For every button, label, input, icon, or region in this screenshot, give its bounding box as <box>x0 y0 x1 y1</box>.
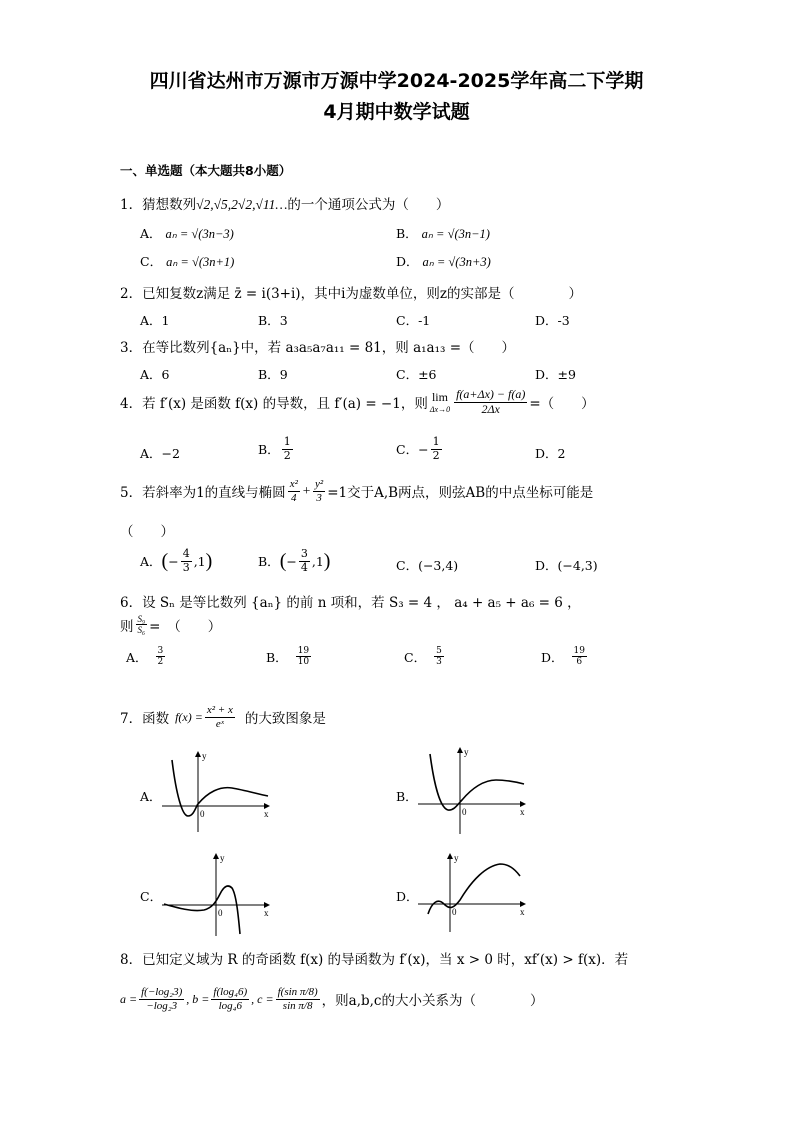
option-text: 6 <box>161 367 170 382</box>
q7-graph-c[interactable] <box>158 850 276 938</box>
fraction-denominator: 2Δx <box>481 401 500 416</box>
q3-option-d[interactable] <box>535 365 576 383</box>
q5-suffix: =1交于A,B两点，则弦AB的中点坐标可能是 <box>327 485 594 502</box>
q4-option-a[interactable] <box>140 444 180 462</box>
axis-y-label: y <box>464 747 469 757</box>
fraction-denominator: eˣ <box>215 717 224 730</box>
q7-graph-d[interactable] <box>414 850 532 934</box>
option-label: C． <box>396 313 419 328</box>
option-label: B． <box>258 442 280 458</box>
q2-option-b[interactable] <box>258 311 288 329</box>
option-label: A． <box>140 446 162 461</box>
fraction-denominator: 2 <box>432 448 440 462</box>
fraction-numerator: f(log₄6) <box>213 986 248 998</box>
fraction-numerator: 5 <box>436 646 442 656</box>
q8-a-fraction <box>139 986 184 1012</box>
q7-option-a-label[interactable]: A． <box>140 789 162 804</box>
option-label: C． <box>404 649 427 665</box>
q8-b-prefix: , b = <box>186 991 210 1006</box>
q5-option-d[interactable] <box>535 556 598 574</box>
q8-b-fraction <box>211 986 249 1012</box>
q3-option-c[interactable] <box>396 365 437 383</box>
axis-y-label: y <box>454 853 459 863</box>
section-heading: 一、单选题（本大题共8小题） <box>120 163 292 178</box>
ellipse-frac-x <box>288 478 300 504</box>
title-line-2: 4月期中数学试题 <box>323 101 470 123</box>
option-text: ±9 <box>557 367 576 382</box>
fraction-numerator: x² + x <box>206 704 233 716</box>
q1-option-c[interactable] <box>140 252 234 270</box>
title-line-1: 四川省达州市万源市万源中学2024-2025学年高二下学期 <box>149 70 644 92</box>
option-text: -1 <box>418 313 431 328</box>
question-2: 2．已知复数z满足 z̄ = i(3+i)，其中i为虚数单位，则z的实部是（ ） <box>120 286 582 302</box>
origin-label: 0 <box>200 809 205 819</box>
q6-fraction <box>136 614 148 636</box>
limit-symbol: lim <box>431 390 448 405</box>
q6-suffix: = （ ） <box>149 618 222 635</box>
option-label: A． <box>140 554 162 570</box>
fraction-denominator: 2 <box>157 657 164 668</box>
fraction-numerator: 4 <box>182 547 190 560</box>
fraction-denominator: 4 <box>291 491 297 504</box>
option-label: A． <box>126 649 148 665</box>
question-4 <box>120 388 595 417</box>
fraction-numerator: 1 <box>283 435 291 448</box>
q5-prefix: 5．若斜率为1的直线与椭圆 <box>120 485 286 502</box>
q5-blank: （ ） <box>120 524 174 540</box>
fraction-denominator: 4 <box>300 560 308 574</box>
option-label: D． <box>541 649 564 665</box>
option-expr: aₙ = √(3n+1) <box>166 255 235 269</box>
option-label: B． <box>258 554 280 570</box>
fraction-numerator: f(sin π/8) <box>277 986 318 998</box>
q8-suffix: ，则a,b,c的大小关系为（ ） <box>321 993 544 1010</box>
q8-a-prefix: a = <box>120 991 138 1006</box>
option-label: C． <box>396 367 419 382</box>
axis-x-label: x <box>264 908 269 918</box>
q4-limit <box>430 390 450 414</box>
fraction-denominator: 3 <box>436 657 442 668</box>
q7-suffix: 的大致图象是 <box>244 711 326 728</box>
option-label: B． <box>396 226 418 241</box>
option-text: 9 <box>279 367 288 382</box>
q7-function: f(x) = <box>175 709 203 724</box>
q8-c-fraction <box>276 986 320 1012</box>
q7-option-d-label[interactable]: D． <box>396 889 419 904</box>
option-label: C． <box>396 558 419 573</box>
option-fraction <box>181 548 192 574</box>
option-label: A． <box>140 226 162 241</box>
fraction-denominator: 3 <box>182 560 190 574</box>
q2-option-d[interactable] <box>535 311 570 329</box>
q6-option-a[interactable] <box>126 646 167 668</box>
q6-prefix: 则 <box>120 618 134 635</box>
option-expr: aₙ = √(3n−3) <box>165 227 234 241</box>
q4-option-d[interactable] <box>535 444 565 462</box>
fraction-denominator: log₄6 <box>218 999 242 1012</box>
limit-subscript: Δx→0 <box>429 405 451 415</box>
option-expr: aₙ = √(3n+3) <box>422 255 491 269</box>
option-label: C． <box>396 442 419 458</box>
q8-expression <box>120 986 544 1012</box>
fraction-numerator: S₉ <box>137 614 146 624</box>
option-fraction <box>156 646 166 668</box>
fraction-numerator: 19 <box>297 646 310 656</box>
option-text: -3 <box>557 313 570 328</box>
origin-label: 0 <box>218 908 223 918</box>
option-label: B． <box>258 313 280 328</box>
option-text: (−4,3) <box>557 558 598 573</box>
option-label: D． <box>535 446 558 461</box>
option-expr: aₙ = √(3n−1) <box>421 227 490 241</box>
fraction-denominator: −log₂3 <box>146 999 178 1012</box>
q1-prefix: 1．猜想数列 <box>120 197 197 213</box>
question-6: 6．设 Sₙ 是等比数列 {aₙ} 的前 n 项和，若 S₃ = 4 ， a₄ + a₅ + a₆ = 6 ， <box>120 595 581 611</box>
option-fraction <box>431 436 442 462</box>
fraction-numerator: f(a+Δx) − f(a) <box>456 387 526 401</box>
origin-label: 0 <box>462 807 467 817</box>
origin-label: 0 <box>452 907 457 917</box>
option-fraction <box>434 646 444 668</box>
q4-prefix: 4．若 f′(x) 是函数 f(x) 的导数，且 f′(a) = −1，则 <box>120 396 428 413</box>
option-sign: − <box>418 441 429 457</box>
option-label: D． <box>535 558 558 573</box>
option-label: A． <box>140 367 162 382</box>
option-label: D． <box>535 313 558 328</box>
option-label: B． <box>258 367 280 382</box>
option-text: −2 <box>161 446 180 461</box>
q4-suffix: =（ ） <box>529 396 595 413</box>
question-7 <box>120 704 326 730</box>
fraction-numerator: 3 <box>300 547 308 560</box>
fraction-numerator: 1 <box>432 435 440 448</box>
q7-graph-b[interactable] <box>414 744 532 836</box>
option-label: D． <box>396 254 419 269</box>
q2-option-a[interactable] <box>140 311 169 329</box>
option-fraction <box>572 646 587 668</box>
fraction-denominator: sin π/8 <box>282 999 313 1012</box>
q1-option-a[interactable] <box>140 224 234 242</box>
question-8: 8．已知定义域为 R 的奇函数 f(x) 的导函数为 f′(x)，当 x > 0 时，xf′(x) > f(x)．若 <box>120 952 629 968</box>
axis-y-label: y <box>202 751 207 761</box>
q1-option-b[interactable] <box>396 224 490 242</box>
option-post: ,1 <box>311 553 324 569</box>
q5-option-b[interactable]: B． ( − $\frac{3}{4}$ ,1 ) <box>258 547 331 574</box>
option-label: D． <box>535 367 558 382</box>
ellipse-plus: + <box>301 483 311 499</box>
ellipse-frac-y <box>313 478 325 504</box>
option-sign: − <box>286 553 297 569</box>
q4-option-c[interactable] <box>396 436 444 462</box>
q6-option-b[interactable] <box>266 646 313 668</box>
question-1 <box>120 193 449 213</box>
option-post: ,1 <box>193 553 206 569</box>
fraction-numerator: x² <box>289 478 298 490</box>
option-fraction <box>296 646 311 668</box>
q7-graph-a[interactable] <box>158 748 276 834</box>
option-fraction <box>282 436 293 462</box>
q4-fraction <box>454 388 527 417</box>
option-label: C． <box>140 254 163 269</box>
option-text: 1 <box>161 313 170 328</box>
axis-x-label: x <box>520 907 525 917</box>
axis-x-label: x <box>520 807 525 817</box>
option-label: A． <box>140 313 162 328</box>
fraction-denominator: 10 <box>297 657 310 668</box>
q6-line-2 <box>120 614 221 636</box>
q3-option-a[interactable] <box>140 365 169 383</box>
q4-option-b[interactable] <box>258 436 295 462</box>
question-5 <box>120 478 593 504</box>
option-text: (−3,4) <box>418 558 459 573</box>
q1-option-d[interactable] <box>396 252 491 270</box>
q5-option-c[interactable] <box>396 556 458 574</box>
fraction-numerator: y² <box>315 478 324 490</box>
fraction-numerator: 19 <box>573 646 585 656</box>
fraction-denominator: 3 <box>316 491 322 504</box>
fraction-denominator: 6 <box>576 657 583 668</box>
q6-option-c[interactable] <box>404 646 446 668</box>
q3-option-b[interactable] <box>258 365 288 383</box>
fraction-denominator: S₆ <box>137 625 146 636</box>
option-label: B． <box>266 649 288 665</box>
option-sign: − <box>168 553 179 569</box>
option-text: 2 <box>557 446 566 461</box>
q8-c-prefix: , c = <box>251 991 274 1006</box>
question-3: 3．在等比数列{aₙ}中，若 a₃a₅a₇a₁₁ = 81，则 a₁a₁₃ =（ ） <box>120 340 515 356</box>
fraction-numerator: f(−log₂3) <box>141 986 183 998</box>
q1-suffix: 的一个通项公式为（ ） <box>287 197 450 213</box>
axis-y-label: y <box>220 853 225 863</box>
option-fraction <box>299 548 310 574</box>
q7-option-c-label[interactable]: C． <box>140 889 163 904</box>
q7-option-b-label[interactable]: B． <box>396 789 418 804</box>
q2-option-c[interactable] <box>396 311 430 329</box>
q6-option-d[interactable] <box>541 646 589 668</box>
option-text: ±6 <box>418 367 437 382</box>
fraction-denominator: 2 <box>283 448 291 462</box>
q1-sequence: √2,√5,2√2,√11… <box>196 197 288 212</box>
q5-option-a[interactable]: A． ( − $\frac{4}{3}$ ,1 ) <box>140 547 213 574</box>
q7-fraction <box>205 704 235 730</box>
axis-x-label: x <box>264 809 269 819</box>
q7-prefix: 7．函数 <box>120 711 170 728</box>
option-text: 3 <box>279 313 288 328</box>
fraction-numerator: 3 <box>157 646 164 656</box>
